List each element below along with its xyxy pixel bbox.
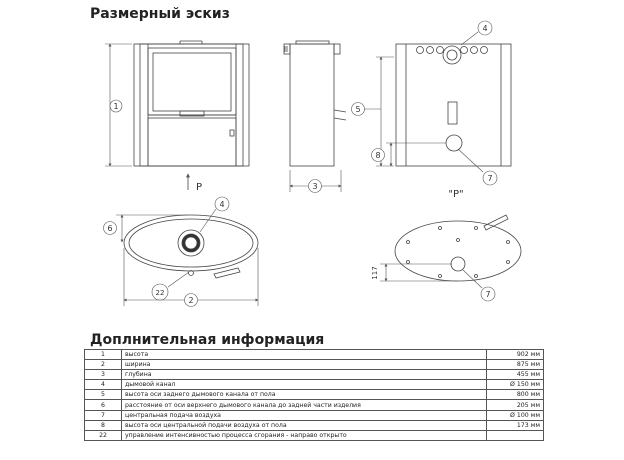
label-flue-height: 5: [355, 105, 361, 114]
cell-num: 5: [85, 390, 122, 400]
table-row: [85, 350, 544, 360]
cell-num: 6: [85, 400, 122, 410]
side-view: [284, 41, 346, 166]
info-table: [84, 349, 544, 441]
cell-value: 455 мм: [487, 370, 544, 380]
label-flue-offset: 6: [107, 224, 113, 233]
table-row: [85, 410, 544, 420]
label-control: 22: [155, 289, 165, 297]
cell-num: 1: [85, 350, 122, 360]
cell-value: 902 мм: [487, 350, 544, 360]
back-air-inlet: [446, 135, 462, 151]
cell-desc: высота оси центральной подачи воздуха от пола: [122, 420, 487, 430]
back-view-caption: "P": [448, 189, 464, 200]
bottom-callouts: [380, 264, 495, 301]
cell-desc: управление интенсивностью процесса сгорания - направо открыто: [122, 430, 487, 440]
back-callouts: [352, 21, 498, 185]
stove-glass-door: [148, 48, 236, 115]
cell-num: 3: [85, 370, 122, 380]
cell-value: 800 мм: [487, 390, 544, 400]
stove-body-side: [290, 44, 334, 166]
table-row: [85, 370, 544, 380]
label-top-flue: 4: [219, 200, 225, 209]
label-back-air: 7: [487, 174, 493, 183]
cell-value: 205 мм: [487, 400, 544, 410]
cell-desc: расстояние от оси верхнего дымового канала до задней части изделия: [122, 400, 487, 410]
page-title: Размерный эскиз: [90, 6, 230, 22]
table-row: [85, 380, 544, 390]
table-row: [85, 420, 544, 430]
back-flue-outlet: [443, 46, 461, 64]
front-view: [134, 41, 249, 166]
bottom-view: [395, 215, 521, 281]
cell-desc: высота: [122, 350, 487, 360]
label-air-height: 8: [375, 151, 381, 160]
cell-num: 4: [85, 380, 122, 390]
cell-desc: ширина: [122, 360, 487, 370]
table-row: [85, 400, 544, 410]
label-back-flue: 4: [482, 24, 488, 33]
cell-desc: центральная подача воздуха: [122, 410, 487, 420]
stove-body-back: [396, 44, 511, 166]
cell-value: 875 мм: [487, 360, 544, 370]
label-bottom-offset: 117: [371, 266, 379, 280]
cell-value: [487, 430, 544, 440]
cell-desc: глубина: [122, 370, 487, 380]
back-view: [396, 44, 511, 166]
cell-num: 7: [85, 410, 122, 420]
cell-value: Ø 150 мм: [487, 380, 544, 390]
label-bottom-air: 7: [485, 290, 491, 299]
cell-value: Ø 100 мм: [487, 410, 544, 420]
cell-desc: высота оси заднего дымового канала от пола: [122, 390, 487, 400]
label-width: 2: [188, 296, 194, 305]
cell-desc: дымовой канал: [122, 380, 487, 390]
stove-bottom-outline: [395, 221, 521, 281]
table-row: [85, 390, 544, 400]
cell-num: 8: [85, 420, 122, 430]
cell-num: 2: [85, 360, 122, 370]
label-height: 1: [113, 102, 119, 111]
cell-num: 22: [85, 430, 122, 440]
stove-body-front: [134, 44, 249, 166]
stove-lower-door: [148, 118, 236, 166]
info-title: Доплнительная информация: [90, 332, 325, 348]
cell-value: 173 мм: [487, 420, 544, 430]
table-row: [85, 360, 544, 370]
bottom-air-inlet: [451, 257, 465, 271]
top-view: [124, 215, 258, 278]
table-row: [85, 430, 544, 440]
label-depth: 3: [312, 182, 318, 191]
view-marker-label: P: [196, 182, 203, 193]
